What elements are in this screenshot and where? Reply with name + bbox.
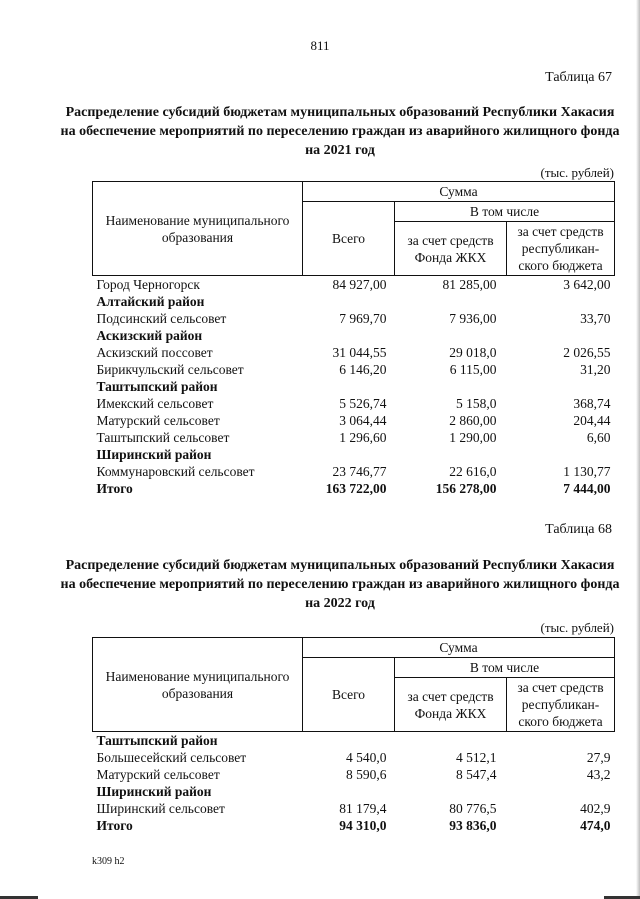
table-row [93,429,615,446]
table-67-label: Таблица 67 [545,70,612,85]
cell-name: Алтайский район [96,294,205,309]
total-row [93,817,615,834]
cell-republic: 3 642,00 [563,277,611,292]
cell-fund: 8 547,4 [456,767,497,782]
cell-fund: 29 018,0 [449,345,497,360]
cell-fund: 6 115,00 [449,362,497,377]
total-row [93,480,615,497]
cell-name: Итого [96,818,133,833]
cell-republic: 6,60 [586,430,611,445]
cell-name: Ширинский сельсовет [96,801,225,816]
header-fund: за счет средств Фонда ЖКХ [395,222,507,276]
footer-code: k309 h2 [92,856,125,867]
cell-name: Таштыпский район [96,379,218,394]
cell-total [303,293,395,310]
table-row [93,361,615,378]
table-row [93,800,615,817]
cell-republic: 27,9 [586,750,611,765]
cell-name: Таштыпский сельсовет [96,430,230,445]
cell-total: 23 746,77 [332,464,387,479]
cell-fund [395,446,507,463]
cell-republic: 33,70 [580,311,611,326]
table-68-units: (тыс. рублей) [540,620,614,635]
region-row [93,446,615,463]
header-sum: Сумма [303,182,615,202]
cell-total [303,732,395,750]
cell-name: Матурский сельсовет [96,413,220,428]
cell-name: Таштыпский район [96,733,218,748]
cell-republic [507,378,615,395]
cell-name: Подсинский сельсовет [96,311,227,326]
cell-fund: 1 290,00 [449,430,497,445]
cell-total: 5 526,74 [339,396,387,411]
cell-total: 3 064,44 [339,413,387,428]
header-name: Наименование муниципального образования [93,638,303,732]
cell-total: 84 927,00 [332,277,387,292]
cell-total: 4 540,0 [346,750,387,765]
region-row [93,293,615,310]
table-body [93,732,615,835]
table-67-units: (тыс. рублей) [540,165,614,180]
cell-name: Город Черногорск [96,277,200,292]
cell-republic [507,732,615,750]
header-republic: за счет средств республикан-ского бюджета [507,222,615,276]
cell-total: 8 590,6 [346,767,387,782]
header-including: В том числе [395,202,615,222]
header-republic: за счет средств республикан-ского бюджета [507,678,615,732]
cell-fund: 93 836,0 [449,818,497,833]
header-sum: Сумма [303,638,615,658]
cell-fund [395,327,507,344]
subsidy-table-2022 [92,637,615,834]
cell-fund: 80 776,5 [449,801,497,816]
cell-fund: 5 158,0 [456,396,497,411]
cell-republic [507,446,615,463]
cell-total: 7 969,70 [339,311,387,326]
cell-name: Ширинский район [96,784,212,799]
cell-name: Коммунаровский сельсовет [96,464,255,479]
cell-republic: 402,9 [580,801,611,816]
cell-name: Матурский сельсовет [96,767,220,782]
cell-republic: 43,2 [586,767,611,782]
region-row [93,378,615,395]
table-row [93,276,615,294]
table-row [93,412,615,429]
cell-total: 1 296,60 [339,430,387,445]
cell-name: Имекский сельсовет [96,396,214,411]
header-total: Всего [303,202,395,276]
cell-republic [507,293,615,310]
cell-total [303,378,395,395]
cell-fund [395,783,507,800]
page-number: 811 [310,38,330,53]
cell-total [303,327,395,344]
table-body [93,276,615,498]
cell-fund: 156 278,00 [435,481,497,496]
subsidy-table-2021 [92,181,615,497]
table-68-label: Таблица 68 [545,522,612,537]
table-row [93,749,615,766]
region-row [93,327,615,344]
scan-edge-shadow [636,0,640,899]
cell-fund: 81 285,00 [442,277,497,292]
table-67-title: Распределение субсидий бюджетам муниципальных образований Республики Хакасия на обеспечение мероприятий по переселению граждан из аварийного жилищного фонда на 2021 год [60,105,620,158]
cell-fund [395,378,507,395]
table-row [93,766,615,783]
cell-republic [507,783,615,800]
cell-name: Бирикчульский сельсовет [96,362,244,377]
cell-republic: 368,74 [573,396,611,411]
table-row [93,463,615,480]
cell-fund: 7 936,00 [449,311,497,326]
cell-total: 31 044,55 [332,345,387,360]
cell-fund: 2 860,00 [449,413,497,428]
cell-fund [395,293,507,310]
header-fund: за счет средств Фонда ЖКХ [395,678,507,732]
cell-name: Аскизский район [96,328,203,343]
cell-name: Ширинский район [96,447,212,462]
cell-name: Итого [96,481,133,496]
cell-total: 81 179,4 [339,801,387,816]
header-including: В том числе [395,658,615,678]
cell-name: Большесейский сельсовет [96,750,247,765]
region-row [93,732,615,750]
cell-republic: 204,44 [573,413,611,428]
cell-total: 163 722,00 [325,481,387,496]
cell-fund [395,732,507,750]
cell-republic [507,327,615,344]
cell-republic: 31,20 [580,362,611,377]
header-total: Всего [303,658,395,732]
header-name: Наименование муниципального образования [93,182,303,276]
cell-republic: 474,0 [580,818,611,833]
cell-fund: 22 616,0 [449,464,497,479]
cell-total [303,446,395,463]
table-68-title: Распределение субсидий бюджетам муниципальных образований Республики Хакасия на обеспечение мероприятий по переселению граждан из аварийного жилищного фонда на 2022 год [60,558,620,611]
region-row [93,783,615,800]
cell-total [303,783,395,800]
cell-republic: 2 026,55 [563,345,611,360]
cell-republic: 7 444,00 [563,481,611,496]
cell-fund: 4 512,1 [456,750,497,765]
cell-republic: 1 130,77 [563,464,611,479]
table-row [93,344,615,361]
cell-total: 94 310,0 [339,818,387,833]
table-row [93,310,615,327]
table-row [93,395,615,412]
cell-total: 6 146,20 [339,362,387,377]
cell-name: Аскизский поссовет [96,345,213,360]
